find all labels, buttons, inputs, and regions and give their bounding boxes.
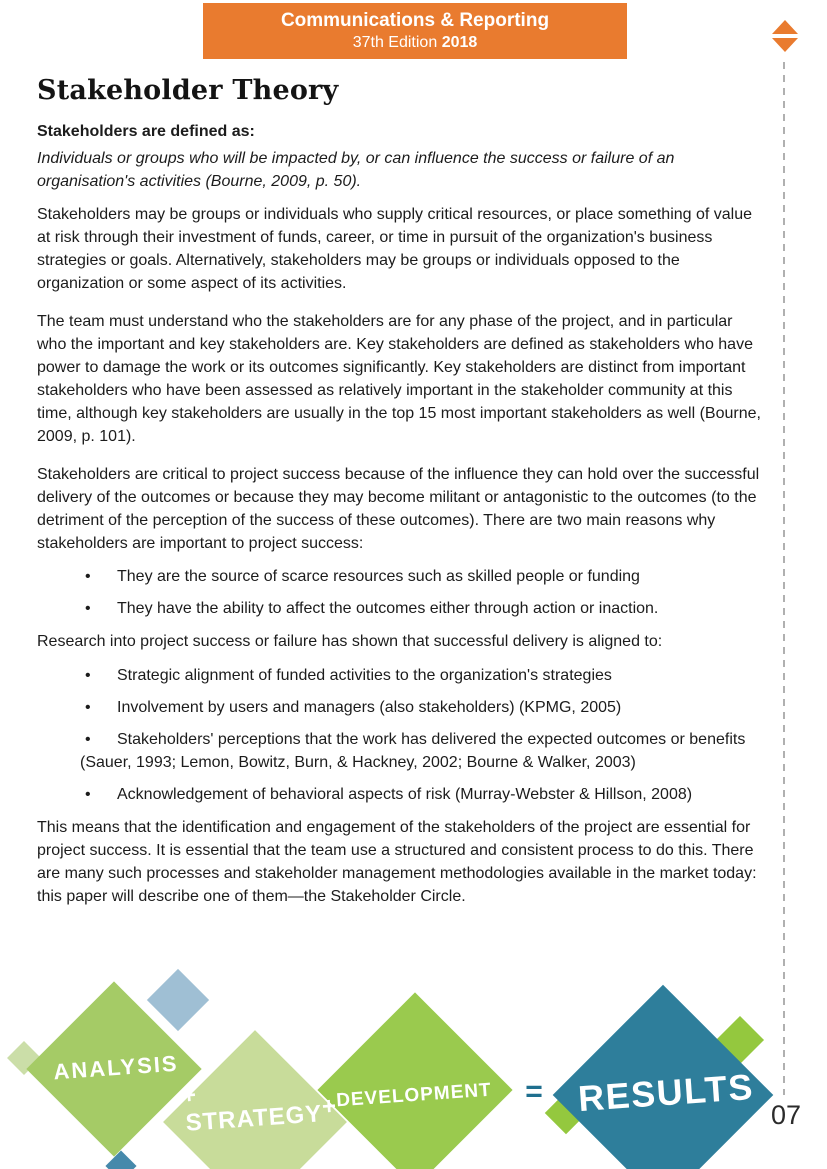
list-item [37, 783, 764, 806]
list-item-text: Strategic alignment of funded activities to the organization's strategies [117, 666, 612, 684]
list-item-text: Involvement by users and managers (also stakeholders) (KPMG, 2005) [117, 698, 622, 716]
bullet-icon: • [85, 698, 91, 716]
closing-paragraph: This means that the identification and engagement of the stakeholders of the project are essential for project success. It is essential that the team use a structured and consistent process to do this. There are many such processes and stakeholder management methodologies available in the market today: this paper will describe one of them—the Stakeholder Circle. [37, 818, 757, 905]
list-item [37, 728, 764, 774]
paragraph-2: The team must understand who the stakeholders are for any phase of the project, and in particular who the important and key stakeholders are. Key stakeholders are defined as stakeholders who have power to damage the work or its outcomes significantly. Key stakeholders are distinct from important stakeholders who have been assessed as relatively important in the stakeholder community at this time, although key stakeholders are usually in the top 15 most important stakeholders as well (Bourne, 2009, p. 101). [37, 313, 761, 446]
bullet-icon: • [85, 666, 91, 684]
research-bullet-list [37, 664, 764, 806]
list-item [37, 664, 764, 687]
banner-year: 2018 [441, 33, 478, 51]
paragraph-1: Stakeholders may be groups or individuals who supply critical resources, or place something of value at risk through their investment of funds, career, or time in pursuit of the organization's business strategies or goals. Alternatively, stakeholders may be groups or individuals opposed to the organization or some aspect of its activities. [37, 205, 753, 293]
bullet-icon: • [85, 730, 91, 748]
equals-sign: = [525, 1075, 543, 1108]
plus-sign: + [321, 1092, 337, 1121]
triangle-down-icon [772, 38, 798, 52]
list-item-text: They have the ability to affect the outcomes either through action or inaction. [117, 600, 659, 618]
list-item [37, 597, 764, 620]
plus-sign: + [181, 1081, 197, 1110]
reasons-bullet-list [37, 565, 764, 620]
bullet-icon: • [85, 600, 91, 618]
analysis-label: ANALYSIS [52, 1050, 180, 1085]
bullet-icon: • [85, 568, 91, 586]
development-label: DEVELOPMENT [335, 1079, 493, 1112]
orange-diamond-icon [772, 20, 798, 53]
bullet-icon: • [85, 785, 91, 803]
strategy-label: STRATEGY [184, 1100, 324, 1137]
header-banner [203, 3, 627, 59]
list-item-text: Stakeholders' perceptions that the work has delivered the expected outcomes or benefits (Sauer, 1993; Lemon, Bowitz, Burn, & Hackney, 2002; Bourne & Walker, 2003) [80, 730, 746, 771]
results-label: RESULTS [576, 1065, 756, 1120]
triangle-up-icon [772, 20, 798, 34]
banner-subtitle [203, 33, 627, 53]
article-content [37, 72, 764, 923]
steel-blue-accent-diamond [147, 969, 209, 1031]
list-item [37, 696, 764, 719]
page-number: 07 [770, 1100, 802, 1130]
paragraph-3: Stakeholders are critical to project success because of the influence they can hold over the successful delivery of the outcomes or because they may become militant or antagonistic to the outcomes (to the detriment of the perception of the success of these outcomes). There are two main reasons why stakeholders are important to project success: [37, 466, 760, 553]
list-item-text: They are the source of scarce resources such as skilled people or funding [117, 568, 640, 586]
banner-edition: 37th Edition [352, 33, 438, 51]
page-title: Stakeholder Theory [37, 75, 339, 106]
dashed-divider-line [783, 62, 785, 1095]
banner-title: Communications & Reporting [280, 10, 550, 32]
list-item-text: Acknowledgement of behavioral aspects of risk (Murray-Webster & Hillson, 2008) [117, 785, 693, 803]
research-intro: Research into project success or failure has shown that successful delivery is aligned to: [37, 633, 663, 651]
defined-as-label: Stakeholders are defined as: [37, 122, 255, 140]
list-item [37, 565, 764, 588]
definition-quote: Individuals or groups who will be impacted by, or can influence the success or failure of an organisation's activities (Bourne, 2009, p. 50). [37, 149, 675, 190]
